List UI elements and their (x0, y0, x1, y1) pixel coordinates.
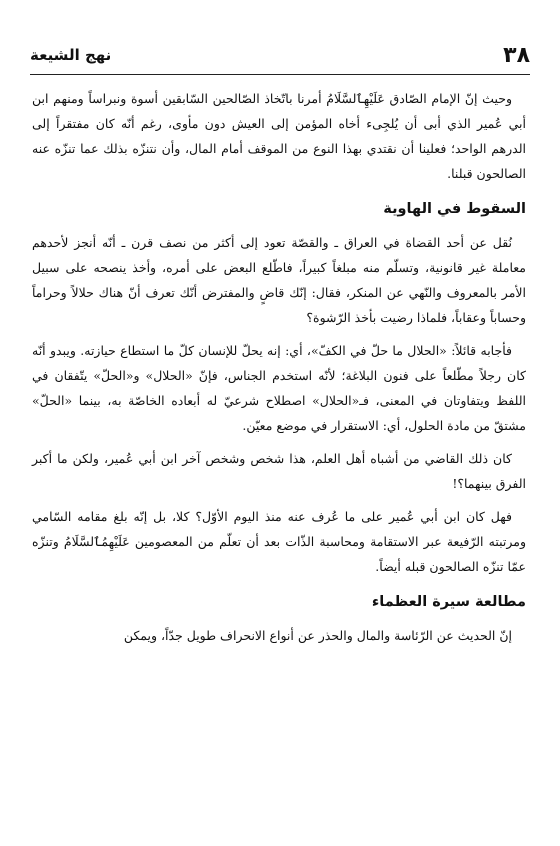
section-heading-biographies: مطالعة سيرة العظماء (371, 594, 526, 610)
paragraph: نُقل عن أحد القضاة في العراق ـ والقصّة تعود إلى أكثر من نصف قرن ـ أنّه أنجز لأحدهم معاملة غير قانونية، وتسلّم منه مبلغاً كبيراً، فاطّلع البعض على أمره، وأخذ ينصحه على سبيل الأمر بالمعروف والنّهي عن المنكر، فقال: إنّك قاضٍ والمفترض أنّك تعرف أنّ هناك حلالاً وحراماً وحساباً وعقاباً، فلماذا رضيت بأخذ الرّشوة؟ (32, 235, 526, 325)
paragraph: إنّ الحديث عن الرّئاسة والمال والحذر عن أنواع الانحراف طويل جدّاً، ويمكن (123, 628, 512, 643)
paragraph: فأجابه قائلاً: «الحلال ما حلّ في الكفّ»، أي: إنه يحلّ للإنسان كلّ ما استطاع حيازته. ويبدو أنّه كان رجلاً مطّلعاً على فنون البلاغة؛ لأنّه استخدم الجناس، فإنّ «الحلال» و«الحلّ» يتّفقان في اللفظ ويتفاوتان في المعنى، فـ«الحلال» اصطلاح شرعيّ له أبعاده الخاصّة به، بينما «الحلّ» مشتقّ من مادة الحلول، أي: الاستقرار في موضع معيّن. (32, 343, 526, 433)
page-body (32, 86, 526, 656)
running-title: نهج الشيعة (30, 46, 112, 64)
paragraph: وحيث إنّ الإمام الصّادق عَلَيْهِٱلسَّلَامُ أمرنا باتّخاذ الصّالحين السّابقين أسوة ونبراساً ومنهم ابن أبي عُمير الذي أبى أن يُلجِىء أخاه المؤمن إلى العيش دون مأوى، رغم أنّه كان مفتقراً إلى الدرهم الواحد؛ فعلينا أن نقتدي بهذا النوع من الموقف أمام المال، وأن نتنزّه بذلك عما تنزّه عنه الصالحون قبلنا. (32, 91, 526, 181)
section-heading-fall: السقوط في الهاوية (383, 201, 526, 217)
paragraph: كان ذلك القاضي من أشباه أهل العلم، هذا شخص وشخص آخر ابن أبي عُمير، ولكن ما أكبر الفرق بينهما؟! (32, 451, 526, 491)
header-divider (30, 74, 530, 75)
page-number: ٣٨ (503, 42, 530, 68)
paragraph: فهل كان ابن أبي عُمير على ما عُرف عنه منذ اليوم الأوّل؟ كلا، بل إنّه بلغ مقامه السّامي ومرتبته الرّفيعة عبر الاستقامة ومحاسبة الذّات بعد أن تعلّم من المعصومين عَلَيْهِمُٱلسَّلَامُ وتنزّه عمّا تنزّه الصالحون قبله أيضاً. (32, 509, 526, 574)
page-header (30, 40, 530, 70)
